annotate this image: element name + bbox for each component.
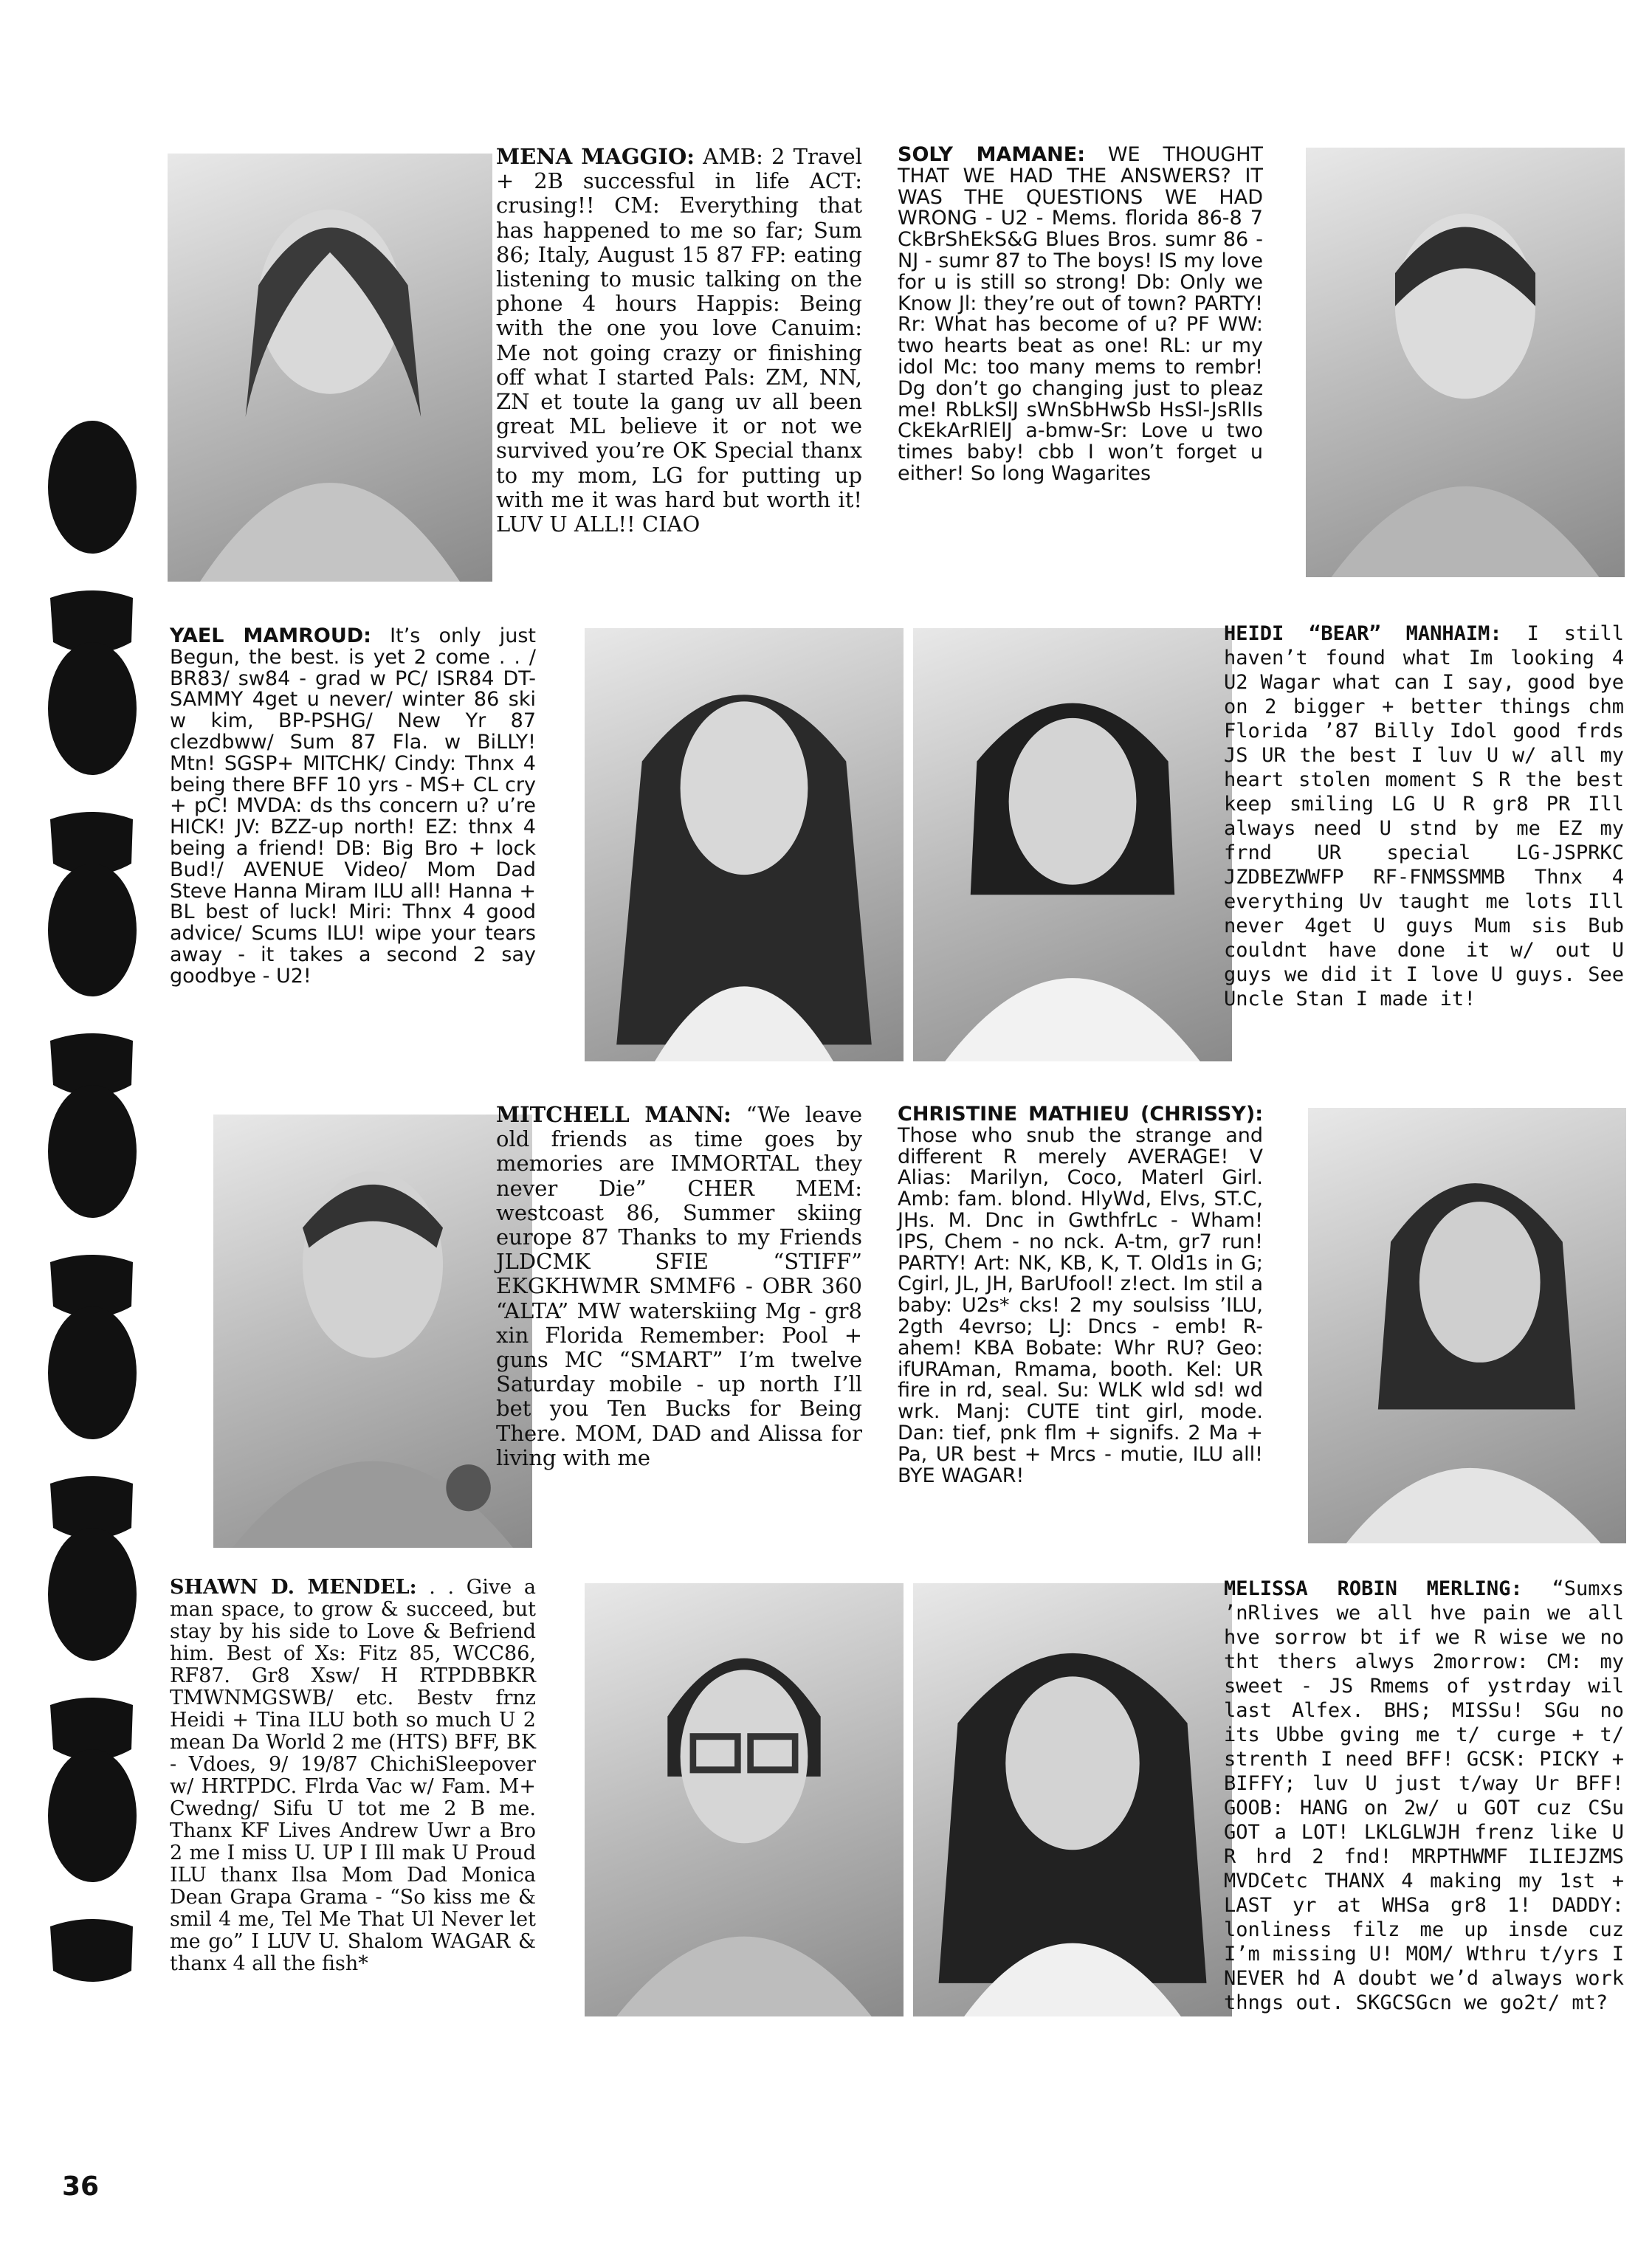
footprint-1 — [48, 421, 137, 653]
student-name: HEIDI “BEAR” MANHAIM: — [1224, 622, 1502, 645]
portrait-photo-yael-mamroud — [585, 628, 904, 1061]
student-bio-text: Those who snub the strange and different R merely AVERAGE! V Alias: Marilyn, Coco, Materl Girl. Amb: fam. blond. HlyWd, Elvs, ST.C, JHs. M. Dnc in GwthfrLc - Wham! IPS, Chem - no nck. A-tm, gr7 run! PARTY! Art: NK, KB, K, T. Old1s in G; Cgirl, JL, JH, BarUfool! z!ect. Im stil a baby: U2s* cks! 2 my soulsiss ’ILU, 2gth 4evrso; LJ: Dncs - emb! R-ahem! KBA Bobate: Whr RU? Geo: ifURAman, Rmama, booth. Kel: UR fire in rd, seal. Su: WLK wld sd! wd wrk. Manj: CUTE tint girl, mode. Dan: tief, pnk flm + signifs. 2 Ma + Pa, UR best + Mrcs - mutie, ILU all! BYE WAGAR! — [898, 1123, 1263, 1487]
bio-mitchell-mann — [496, 1103, 862, 1470]
bio-heidi-manhaim — [1224, 621, 1624, 1011]
bio-christine-mathieu — [898, 1104, 1263, 1487]
student-name: YAEL MAMROUD: — [170, 624, 371, 647]
portrait-photo-melissa-merling — [913, 1583, 1232, 2016]
footprint-7 — [48, 1749, 137, 1982]
bio-melissa-merling — [1224, 1577, 1624, 2015]
portrait-photo-soly-mamane — [1306, 148, 1625, 577]
student-bio-text: “We leave old friends as time goes by memories are IMMORTAL they never Die” CHER MEM: westcoast 86, Summer skiing europe 87 Thanks to my Friends JLDCMK SFIE “STIFF” EKGKHWMR SMMF6 - OBR 360 “ALTA” MW waterskiing Mg - gr8 xin Florida Remember: Pool + guns MC “SMART” I’m twelve Saturday mobile - up north I’ll bet you Ten Bucks for Being There. MOM, DAD and Alissa for living with me — [496, 1102, 863, 1470]
footprint-4 — [48, 1085, 137, 1318]
student-bio-text: . . Give a man space, to grow & succeed, but stay by his side to Love & Befriend him. Best of Xs: Fitz 85, WCC86, RF87. Gr8 Xsw/ H RTPDBBKR TMWNMGSWB/ etc. Bestv frnz Heidi + Tina ILU both so much U 2 mean Da World 2 me (HTS) BFF, BK - Vdoes, 9/ 19/87 ChichiSleepover w/ HRTPDC. Flrda Vac w/ Fam. M+ Cwedng/ Sifu U tot me 2 B me. Thanx KF Lives Andrew Uwr a Bro 2 me I miss U. UP I Ill mak U Proud ILU thanx Ilsa Mom Dad Monica Dean Grapa Grama - “So kiss me & smil 4 me, Tel Me That Ul Never let me go” I LUV U. Shalom WAGAR & thanx 4 all the fish* — [170, 1576, 536, 1975]
student-name: MENA MAGGIO: — [496, 144, 695, 169]
student-bio-text: “Sumxs ’nRlives we all hve pain we all hve sorrow bt if we R wise we no tht thers alwys 2morrow: CM: my sweet - JS Rmems of ystrday wil last Alfex. BHS; MISSu! SGu no its Ubbe gving me t/ curge + t/ strenth I need BFF! GCSK: PICKY + BIFFY; luv U just t/way Ur BFF! GOOB: HANG on 2w/ u GOT cuz CSu GOT a LOT! LKLGLWJH frenz like U R hrd 2 fnd! MRPTHWMF ILIEJZMS MVDCetc THANX 4 making my 1st + LAST yr at WHSa gr8 1! DADDY: lonliness filz me up insde cuz I’m missing U! MOM/ Wthru t/yrs I NEVER hd A doubt we’d always work thngs out. SKGCSGcn we go2t/ mt? — [1224, 1577, 1624, 2014]
student-name: MITCHELL MANN: — [496, 1102, 732, 1127]
student-bio-text: WE THOUGHT THAT WE HAD THE ANSWERS? IT WAS THE QUESTIONS WE HAD WRONG - U2 - Mems. florida 86-8 7 CkBrShEkS&G Blues Bros. sumr 86 - NJ - sumr 87 to The boys! IS my love for u is still so strong! Db: Only we Know Jl: they’re out of town? PARTY! Rr: What has become of u? PF WW: two hearts beat as one! RL: ur my idol Mc: too many mems to rembr! Dg don’t go changing just to pleaz me! RbLkSlJ sWnSbHwSb HsSl-JsRlIs CkEkArRlElJ a-bmw-Sr: Love u two times baby! cbb I won’t forget u either! So long Wagarites — [898, 143, 1263, 485]
portrait-photo-mitchell-mann — [213, 1115, 532, 1548]
footprint-2 — [48, 642, 137, 875]
student-name: SHAWN D. MENDEL: — [170, 1576, 417, 1599]
bio-mena-maggio — [496, 145, 862, 537]
portrait-photo-mena-maggio — [168, 154, 492, 582]
portrait-photo-christine-mathieu — [1308, 1108, 1626, 1543]
bio-soly-mamane — [898, 145, 1263, 485]
student-bio-text: It’s only just Begun, the best. is yet 2 come . . / BR83/ sw84 - grad w PC/ ISR84 DT-SAMMY 4get u never/ winter 86 ski w kim, BP-PSHG/ New Yr 87 clezdbww/ Sum 87 Fla. w BiLLY! Mtn! SGSP+ MITCHK/ Cindy: Thnx 4 being there BFF 10 yrs - MS+ CL cry + pC! MVDA: ds ths concern u? u’re HICK! JV: BZZ-up north! EZ: thnx 4 being a friend! DB: Big Bro + lock Bud!/ AVENUE Video/ Mom Dad Steve Hanna Miram ILU all! Hanna + BL best of luck! Miri: Thnx 4 good advice/ Scums ILU! wipe your tears away - it takes a second 2 say goodbye - U2! — [170, 624, 536, 988]
student-name: MELISSA ROBIN MERLING: — [1224, 1577, 1523, 1600]
footprint-6 — [48, 1528, 137, 1760]
footprint-5 — [48, 1306, 137, 1539]
portrait-photo-heidi-manhaim — [913, 628, 1232, 1061]
portrait-photo-shawn-mendel — [585, 1583, 904, 2016]
student-bio-text: AMB: 2 Travel + 2B successful in life ACT: crusing!! CM: Everything that has happened to me so far; Sum 86; Italy, August 15 87 FP: eating listening to music talking on the phone 4 hours Happis: Being with the one you love Canuim: Me not going crazy or finishing off what I started Pals: ZM, NN, ZN et toute la gang uv all been great ML believe it or not we survived you’re OK Special thanx to my mom, LG for putting up with me it was hard but worth it! LUV U ALL!! CIAO — [496, 144, 862, 537]
student-bio-text: I still haven’t found what Im looking 4 U2 Wagar what can I say, good bye on 2 bigger + better things chm Florida ’87 Billy Idol good frds JS UR the best I luv U w/ all my heart stolen moment S R the best keep smiling LG U R gr8 PR Ill always need U stnd by me EZ my frnd UR special LG-JSPRKC JZDBEZWWFP RF-FNMSSMMB Thnx 4 everything Uv taught me lots Ill never 4get U guys Mum sis Bub couldnt have done it w/ out U guys we did it I love U guys. See Uncle Stan I made it! — [1224, 622, 1624, 1010]
bio-yael-mamroud — [170, 626, 536, 988]
footprint-3 — [48, 864, 137, 1096]
student-name: SOLY MAMANE: — [898, 143, 1085, 166]
student-name: CHRISTINE MATHIEU (CHRISSY): — [898, 1103, 1263, 1126]
bio-shawn-mendel — [170, 1577, 536, 1975]
footprints-decoration — [22, 413, 162, 2037]
page-number: 36 — [62, 2171, 100, 2202]
